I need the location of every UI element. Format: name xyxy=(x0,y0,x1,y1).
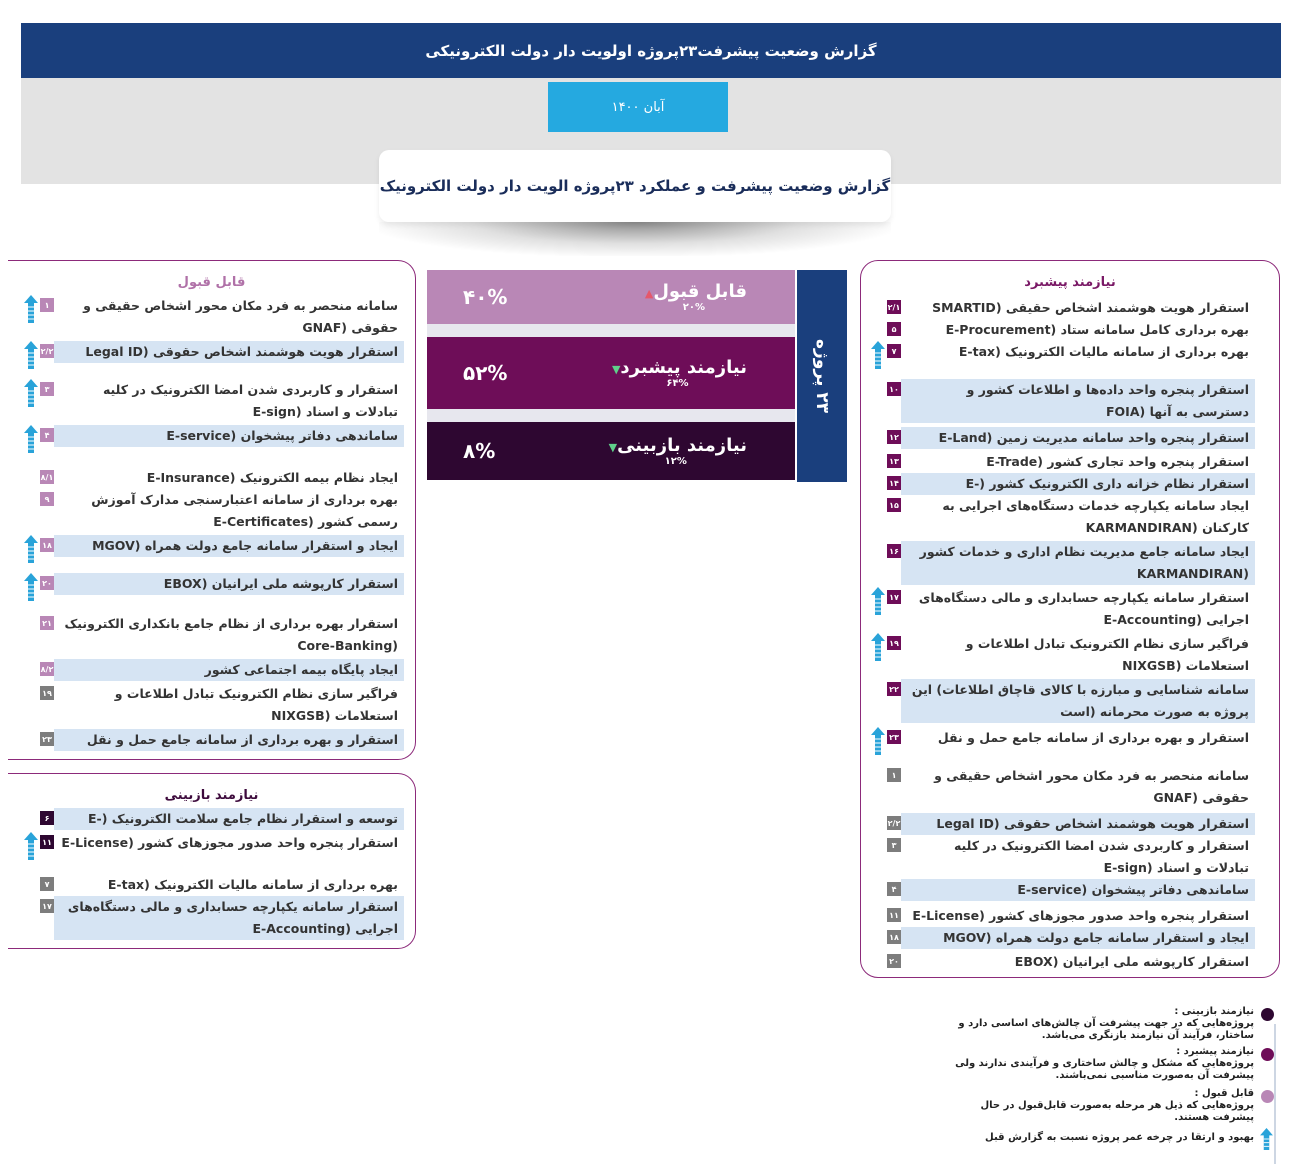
summary-label: نیازمند بازبینی xyxy=(617,435,747,456)
project-number-badge: ۲۱ xyxy=(40,616,54,630)
project-row[interactable] xyxy=(22,573,404,595)
project-number-badge: ۱۷ xyxy=(887,590,901,604)
project-title: ساماندهی دفاتر پیشخوان (E-service xyxy=(54,425,404,447)
projects-count-label: ۲۳ پروژه xyxy=(812,338,832,414)
project-row[interactable] xyxy=(22,489,404,533)
legend-review-desc: پروژه‌هایی که در جهت پیشرفت آن چالش‌های اساسی دارد و ساختار، فرآیند آن نیازمند بازنگری می‌باشد. xyxy=(958,1018,1254,1041)
project-row[interactable] xyxy=(869,813,1255,835)
improvement-arrow-icon xyxy=(22,379,40,407)
project-title: استقرار و کاربردی شدن امضا الکترونیک در کلیه تبادلات و اسناد (E-sign xyxy=(953,838,1249,875)
project-title: استقرار سامانه یکپارچه حسابداری و مالی دستگاه‌های اجرایی (E-Accounting xyxy=(918,590,1249,627)
project-row[interactable] xyxy=(22,379,404,423)
improvement-arrow-icon xyxy=(1260,1128,1273,1154)
project-row[interactable] xyxy=(869,927,1255,949)
project-title: توسعه و استقرار نظام جامع سلامت الکترونیک (E- xyxy=(54,808,404,830)
project-title: استقرار پنجره واحد صدور مجوزهای کشور (E-License xyxy=(61,835,398,850)
subtitle-card xyxy=(379,150,891,222)
legend-review xyxy=(954,1006,1254,1042)
row-gap xyxy=(427,324,795,337)
project-number-badge: ۱۴ xyxy=(887,476,901,490)
project-row[interactable] xyxy=(22,425,404,447)
project-row[interactable] xyxy=(869,341,1255,363)
project-number-badge: ۳ xyxy=(887,838,901,852)
report-header xyxy=(21,23,1281,78)
arrow-down-icon: ▼ xyxy=(608,441,618,454)
project-title: استقرار سامانه یکپارچه حسابداری و مالی دستگاه‌های اجرایی (E-Accounting xyxy=(54,896,404,940)
project-row[interactable] xyxy=(869,727,1255,749)
improvement-arrow-icon xyxy=(22,425,40,453)
project-number-badge: ۱۹ xyxy=(887,636,901,650)
summary-label: نیازمند پیشبرد xyxy=(620,357,747,378)
report-title: گزارش وضعیت پیشرفت۲۳پروژه اولویت دار دولت الکترونیکی xyxy=(425,41,877,60)
project-number-badge: ۴ xyxy=(887,882,901,896)
legend-acceptable-desc: پروژه‌هایی که ذیل هر مرحله به‌صورت قابل‌قبول در حال پیشرفت هستند. xyxy=(980,1100,1254,1123)
previous-percent: ۶۴% xyxy=(666,378,689,389)
project-number-badge: ۲/۲ xyxy=(887,816,901,830)
project-row[interactable] xyxy=(869,495,1255,539)
panel-acceptable xyxy=(8,260,416,760)
project-row[interactable] xyxy=(869,427,1255,449)
subtitle-shadow xyxy=(379,222,891,256)
project-number-badge: ۴ xyxy=(40,428,54,442)
project-row[interactable] xyxy=(22,295,404,339)
project-title: ایجاد و استقرار سامانه جامع دولت همراه (MGOV xyxy=(901,927,1255,949)
project-title: استقرار هویت هوشمند اشخاص حقوقی (Legal ID xyxy=(901,813,1255,835)
improvement-arrow-icon xyxy=(869,341,887,369)
project-number-badge: ۱۸ xyxy=(887,930,901,944)
date-label: آبان ۱۴۰۰ xyxy=(611,99,665,115)
project-row[interactable] xyxy=(22,341,404,363)
project-title: سامانه منحصر به فرد مکان محور اشخاص حقیقی و حقوقی (GNAF xyxy=(934,768,1249,805)
legend-progress-desc: پروژه‌هایی که مشکل و چالش ساختاری و فرآیندی ندارند ولی پیشرفت آن به‌صورت مناسبی نمی‌باشند. xyxy=(955,1058,1254,1081)
project-row[interactable] xyxy=(869,835,1255,879)
summary-row-needs-progress xyxy=(427,337,795,409)
panel-rows xyxy=(8,261,415,759)
project-title: فراگیر سازی نظام الکترونیک تبادل اطلاعات و استعلامات (NIXGSB xyxy=(114,686,398,723)
legend-divider xyxy=(1274,1024,1276,1164)
current-percent: ۸% xyxy=(463,439,496,463)
improvement-arrow-icon xyxy=(22,573,40,601)
legend-improved-desc: بهبود و ارتقا در چرخه عمر پروژه نسبت به گزارش قبل xyxy=(985,1132,1254,1143)
legend-dot-progress xyxy=(1261,1048,1274,1061)
project-title: ایجاد پایگاه بیمه اجتماعی کشور xyxy=(54,659,404,681)
project-title: بهره برداری از سامانه مالیات الکترونیک (E-tax xyxy=(107,877,398,892)
project-title: استقرار کارپوشه ملی ایرانیان (EBOX xyxy=(1014,954,1249,969)
project-number-badge: ۸/۲ xyxy=(40,662,54,676)
current-percent: ۴۰% xyxy=(463,285,508,309)
improvement-arrow-icon xyxy=(22,832,40,860)
project-row[interactable] xyxy=(869,765,1255,809)
project-number-badge: ۶ xyxy=(40,811,54,825)
project-number-badge: ۳ xyxy=(40,382,54,396)
project-title: استقرار هویت هوشمند اشخاص حقوقی (Legal ID xyxy=(54,341,404,363)
legend-dot-review xyxy=(1261,1008,1274,1021)
legend xyxy=(955,1004,1274,1164)
summary-label-group xyxy=(605,435,747,467)
project-number-badge: ۱۱ xyxy=(40,835,54,849)
project-row[interactable] xyxy=(22,874,404,896)
project-number-badge: ۲۳ xyxy=(887,730,901,744)
project-title: سامانه شناسایی و مبارزه با کالای قاچاق اطلاعات) این پروژه به صورت محرمانه (است xyxy=(901,679,1255,723)
summary-row-acceptable xyxy=(427,270,795,324)
project-row[interactable] xyxy=(869,879,1255,901)
project-row[interactable] xyxy=(22,729,404,751)
subtitle: گزارش وضعیت پیشرفت و عملکرد ۲۳پروژه الویت دار دولت الکترونیک xyxy=(379,177,891,195)
project-row[interactable] xyxy=(869,451,1255,473)
project-number-badge: ۹ xyxy=(40,492,54,506)
project-row[interactable] xyxy=(869,633,1255,677)
project-row[interactable] xyxy=(869,541,1255,585)
project-title: استقرار و بهره برداری از سامانه جامع حمل و نقل xyxy=(54,729,404,751)
project-title: استقرار پنجره واحد صدور مجوزهای کشور (E-License xyxy=(912,908,1249,923)
panel-needs-review xyxy=(8,773,416,949)
project-title: ایجاد نظام بیمه الکترونیک (E-Insurance xyxy=(146,470,398,485)
project-number-badge: ۱ xyxy=(887,768,901,782)
project-row[interactable] xyxy=(869,679,1255,723)
project-title: استقرار کارپوشه ملی ایرانیان (EBOX xyxy=(54,573,404,595)
panel-rows xyxy=(8,774,415,948)
project-number-badge: ۱۸ xyxy=(40,538,54,552)
project-number-badge: ۲/۱ xyxy=(887,300,901,314)
summary-label-group xyxy=(608,357,747,389)
project-title: فراگیر سازی نظام الکترونیک تبادل اطلاعات و استعلامات (NIXGSB xyxy=(965,636,1249,673)
arrow-down-icon: ▼ xyxy=(611,363,621,376)
legend-acceptable-title: قابل قبول : xyxy=(1194,1088,1254,1099)
improvement-arrow-icon xyxy=(22,535,40,563)
project-number-badge: ۲۰ xyxy=(887,954,901,968)
project-number-badge: ۷ xyxy=(887,344,901,358)
current-percent: ۵۲% xyxy=(463,361,508,385)
date-tab[interactable] xyxy=(548,82,728,132)
project-title: استقرار پنجره واحد داده‌ها و اطلاعات کشور و دسترسی به آنها (FOIA xyxy=(901,379,1255,423)
project-number-badge: ۱۳ xyxy=(887,454,901,468)
improvement-arrow-icon xyxy=(22,341,40,369)
summary-label-group xyxy=(641,281,747,313)
project-row[interactable] xyxy=(22,683,404,727)
improvement-arrow-icon xyxy=(869,587,887,615)
panel-needs-progress xyxy=(860,260,1280,978)
project-title: استقرار هویت هوشمند اشخاص حقیقی (SMARTID xyxy=(932,300,1249,315)
project-row[interactable] xyxy=(869,297,1255,319)
project-number-badge: ۵ xyxy=(887,322,901,336)
project-row[interactable] xyxy=(869,379,1255,423)
projects-count-bar xyxy=(797,270,847,482)
previous-percent: ۱۲% xyxy=(664,456,687,467)
project-title: بهره برداری کامل سامانه ستاد (E-Procurement xyxy=(945,322,1249,337)
project-number-badge: ۱۹ xyxy=(40,686,54,700)
panel-title: قابل قبول xyxy=(177,275,246,290)
summary-row-needs-review xyxy=(427,422,795,480)
project-title: استقرار بهره برداری از نظام جامع بانکداری الکترونیک (Core-Banking xyxy=(64,616,398,653)
arrow-up-icon: ▲ xyxy=(644,287,654,300)
row-gap xyxy=(427,409,795,422)
project-row[interactable] xyxy=(869,587,1255,631)
project-title: استقرار و بهره برداری از سامانه جامع حمل و نقل xyxy=(937,730,1249,745)
project-row[interactable] xyxy=(22,467,404,489)
project-row[interactable] xyxy=(22,613,404,657)
project-number-badge: ۱۶ xyxy=(887,544,901,558)
improvement-arrow-icon xyxy=(22,295,40,323)
project-number-badge: ۲۳ xyxy=(40,732,54,746)
project-row[interactable] xyxy=(22,808,404,830)
project-row[interactable] xyxy=(869,473,1255,495)
project-row[interactable] xyxy=(869,319,1255,341)
project-title: ایجاد سامانه جامع مدیریت نظام اداری و خدمات کشور (KARMANDIRAN xyxy=(901,541,1255,585)
project-row[interactable] xyxy=(22,535,404,557)
project-title: بهره برداری از سامانه اعتبارسنجی مدارک آموزش رسمی کشور (E-Certificates xyxy=(91,492,398,529)
panel-title: نیازمند بازبینی xyxy=(164,788,259,803)
project-title: ایجاد و استقرار سامانه جامع دولت همراه (MGOV xyxy=(54,535,404,557)
project-title: استقرار و کاربردی شدن امضا الکترونیک در کلیه تبادلات و اسناد (E-sign xyxy=(102,382,398,419)
legend-progress-title: نیازمند پیشبرد : xyxy=(1176,1046,1254,1057)
project-title: بهره برداری از سامانه مالیات الکترونیک (E-tax xyxy=(958,344,1249,359)
project-title: استقرار پنجره واحد تجاری کشور (E-Trade xyxy=(986,454,1249,469)
summary-label: قابل قبول xyxy=(653,281,747,302)
project-number-badge: ۷ xyxy=(40,877,54,891)
project-number-badge: ۱ xyxy=(40,298,54,312)
improvement-arrow-icon xyxy=(869,727,887,755)
project-title: ایجاد سامانه یکپارچه خدمات دستگاه‌های اجرایی به کارکنان (KARMANDIRAN xyxy=(942,498,1249,535)
project-title: ساماندهی دفاتر پیشخوان (E-service xyxy=(901,879,1255,901)
legend-progress xyxy=(954,1046,1254,1082)
project-title: استقرار پنجره واحد سامانه مدیریت زمین (E-Land xyxy=(901,427,1255,449)
improvement-arrow-icon xyxy=(869,633,887,661)
legend-review-title: نیازمند بازبینی : xyxy=(1174,1006,1254,1017)
panel-rows xyxy=(861,261,1279,977)
project-title: سامانه منحصر به فرد مکان محور اشخاص حقیقی و حقوقی (GNAF xyxy=(83,298,398,335)
project-number-badge: ۱۰ xyxy=(887,382,901,396)
project-row[interactable] xyxy=(22,896,404,940)
project-row[interactable] xyxy=(22,832,404,854)
project-number-badge: ۲۲ xyxy=(887,682,901,696)
project-number-badge: ۱۷ xyxy=(40,899,54,913)
project-row[interactable] xyxy=(869,951,1255,973)
previous-percent: ۲۰% xyxy=(682,302,706,313)
status-summary xyxy=(427,270,795,480)
project-row[interactable] xyxy=(22,659,404,681)
legend-dot-acceptable xyxy=(1261,1090,1274,1103)
project-number-badge: ۲/۲ xyxy=(40,344,54,358)
project-number-badge: ۲۰ xyxy=(40,576,54,590)
project-number-badge: ۸/۱ xyxy=(40,470,54,484)
project-number-badge: ۱۱ xyxy=(887,908,901,922)
project-number-badge: ۱۵ xyxy=(887,498,901,512)
project-row[interactable] xyxy=(869,905,1255,927)
panel-title: نیازمند پیشبرد xyxy=(1024,275,1116,290)
project-title: استقرار نظام خزانه داری الکترونیک کشور (E- xyxy=(901,473,1255,495)
legend-acceptable xyxy=(954,1088,1254,1124)
project-number-badge: ۱۲ xyxy=(887,430,901,444)
